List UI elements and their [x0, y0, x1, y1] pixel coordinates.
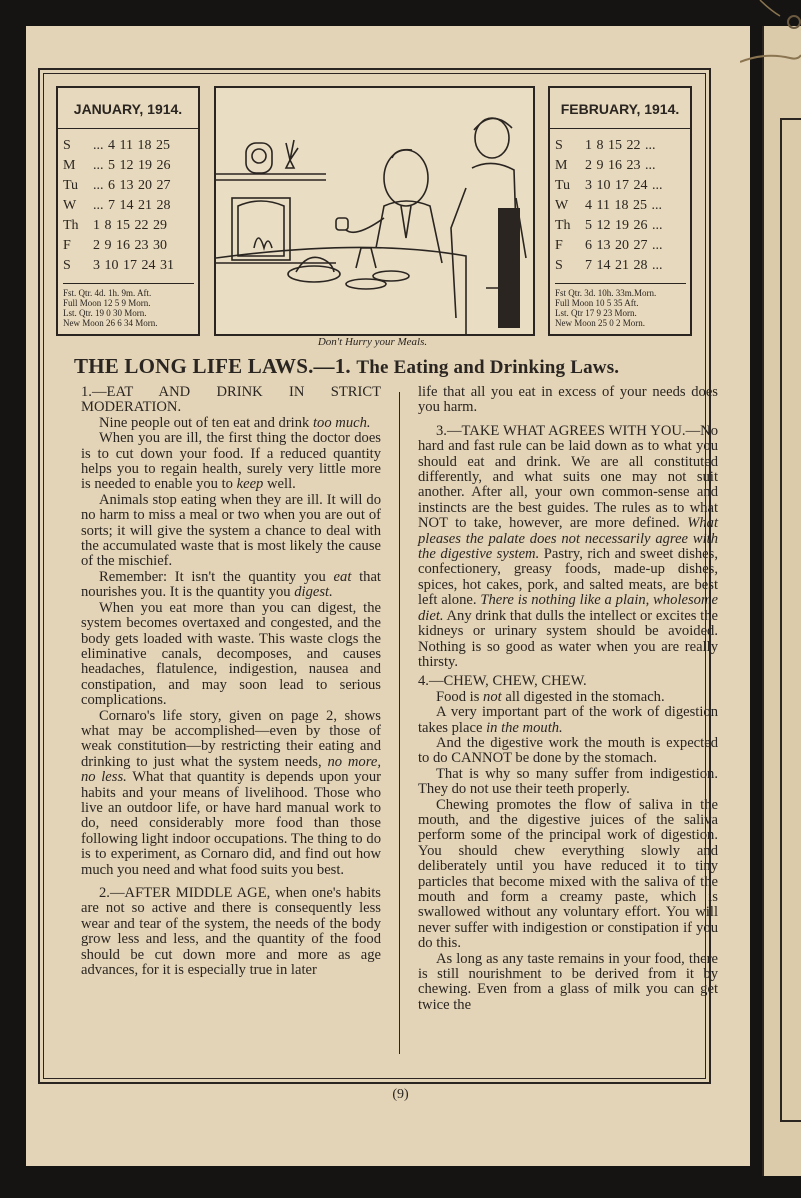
paragraph: life that all you eat in excess of your needs does you harm.	[418, 384, 718, 416]
section-heading	[74, 354, 704, 379]
moon-phases: Fst Qtr. 3d. 10h. 33m.Morn. Full Moon 10 5 35 Aft. Lst. Qtr 17 9 23 Morn. New Moon 25 0 2 Morn.	[555, 283, 686, 328]
calendar-row: M ... 5 12 19 26	[63, 158, 171, 173]
calendar-row: S 7 14 21 28 ...	[555, 258, 663, 273]
left-column	[81, 385, 381, 978]
paragraph: 3.—TAKE WHAT AGREES WITH YOU.—No hard and fast rule can be laid down as to what you should eat and drink. We are all constituted differently, and what suits one may not suit another. After all, your own common-sense and instincts are the best guides. The rules as to what NOT to take, however, are more defined. What pleases the palate does not necessarily agree with the digestive system. Pastry, rich and sweet dishes, confectionery, greasy foods, made-up dishes, spices, hot cakes, pork, and salted meats, are best left alone. There is nothing like a plain, wholesome diet. Any drink that dulls the intellect or excites the kidneys or urinary system should be avoided. Nothing is so good as water when you are really thirsty.	[418, 422, 718, 670]
paragraph: Remember: It isn't the quantity you eat that nourishes you. It is the quantity you digest.	[81, 568, 381, 601]
dinner-scene-drawing	[216, 88, 533, 334]
heading-subtitle: The Eating and Drinking Laws.	[356, 357, 620, 378]
calendar-february	[548, 86, 692, 336]
next-page-edge	[762, 26, 801, 1176]
right-column	[418, 385, 718, 1013]
calendar-row: Tu 3 10 17 24 ...	[555, 178, 663, 193]
column-divider	[399, 392, 400, 1054]
paragraph: As long as any taste remains in your food, there is still nourishment to be derived from it by chewing. Even from a glass of milk you can get twice the	[418, 950, 718, 1013]
paragraph: 2.—AFTER MIDDLE AGE, when one's habits are not so active and there is consequently less wear and tear of the system, the needs of the body grow less and less, and the quantity of the food should be cut down more and more as age advances, for it is especially true in later	[81, 885, 381, 979]
binding-string	[740, 0, 801, 70]
paragraph: And the digestive work the mouth is expected to do CANNOT be done by the stomach.	[418, 734, 718, 767]
paragraph: A very important part of the work of digestion takes place in the mouth.	[418, 704, 718, 736]
illustration-dinner-scene	[214, 86, 535, 336]
moon-phases: Fst. Qtr. 4d. 1h. 9m. Aft. Full Moon 12 5 9 Morn. Lst. Qtr. 19 0 30 Morn. New Moon 26 6 34 Morn.	[63, 283, 194, 328]
paragraph: When you are ill, the first thing the doctor does is to cut down your food. If a reduced quantity helps you to regain health, surely very little more is needed to enable you to keep well.	[81, 430, 381, 493]
paragraph: That is why so many suffer from indigestion. They do not use their teeth properly.	[418, 765, 718, 798]
law-heading: 4.—CHEW, CHEW, CHEW.	[418, 673, 587, 690]
calendar-row: F 6 13 20 27 ...	[555, 238, 663, 253]
paragraph: Cornaro's life story, given on page 2, shows what may be accomplished—even by those of weak constitution—by restricting their eating and drinking to just what the system needs, no more, no less. What that quantity is depends upon your habits and your means of livelihood. Those who live an outdoor life, or have hard manual work to do, need considerably more food than those following light indoor occupations. The thing to do is to experiment, as Cornaro did, and find out how much you need and what food suits you best.	[81, 707, 381, 878]
calendar-row: Th 1 8 15 22 29	[63, 218, 167, 233]
page-number: (9)	[392, 1087, 409, 1102]
law-heading: 1.—EAT AND DRINK IN STRICT MODERATION.	[81, 384, 381, 416]
calendar-row: S 1 8 15 22 ...	[555, 138, 656, 153]
paragraph: When you eat more than you can digest, the system becomes overtaxed and congested, and the body gets loaded with waste. This waste clogs the eliminative canals, decomposes, and causes headaches, flatulence, indigestion, nausea and constipation, and may soon lead to serious complications.	[81, 599, 381, 709]
calendar-january	[56, 86, 200, 336]
calendar-row: W 4 11 18 25 ...	[555, 198, 662, 213]
heading-main: THE LONG LIFE LAWS.—1.	[74, 354, 351, 378]
calendar-row: Th 5 12 19 26 ...	[555, 218, 663, 233]
calendar-title: FEBRUARY, 1914.	[550, 88, 690, 129]
calendar-row: S 3 10 17 24 31	[63, 258, 174, 273]
paragraph: Nine people out of ten eat and drink too much.	[99, 414, 371, 431]
calendar-title: JANUARY, 1914.	[58, 88, 198, 129]
paragraph: Chewing promotes the flow of saliva in the mouth, and the digestive juices of the saliva perform some of the principal work of digestion. You should chew everything slowly and deliberately until you have reduced it to tiny particles that become mixed with the saliva of the mouth and form a creamy paste, which is swallowed without any voluntary effort. You will never suffer with indigestion or constipation if you do this.	[418, 796, 718, 952]
calendar-row: S ... 4 11 18 25	[63, 138, 170, 153]
calendar-row: F 2 9 16 23 30	[63, 238, 167, 253]
paragraph: Food is not all digested in the stomach.	[436, 688, 665, 705]
calendar-row: M 2 9 16 23 ...	[555, 158, 656, 173]
illustration-caption: Don't Hurry your Meals.	[317, 336, 428, 348]
calendar-row: W ... 7 14 21 28	[63, 198, 171, 213]
calendar-row: Tu ... 6 13 20 27	[63, 178, 171, 193]
paragraph: Animals stop eating when they are ill. It will do no harm to miss a meal or two when you are out of sorts; it will give the system a chance to deal with the accumulated waste that is most likely the cause of the mischief.	[81, 491, 381, 570]
